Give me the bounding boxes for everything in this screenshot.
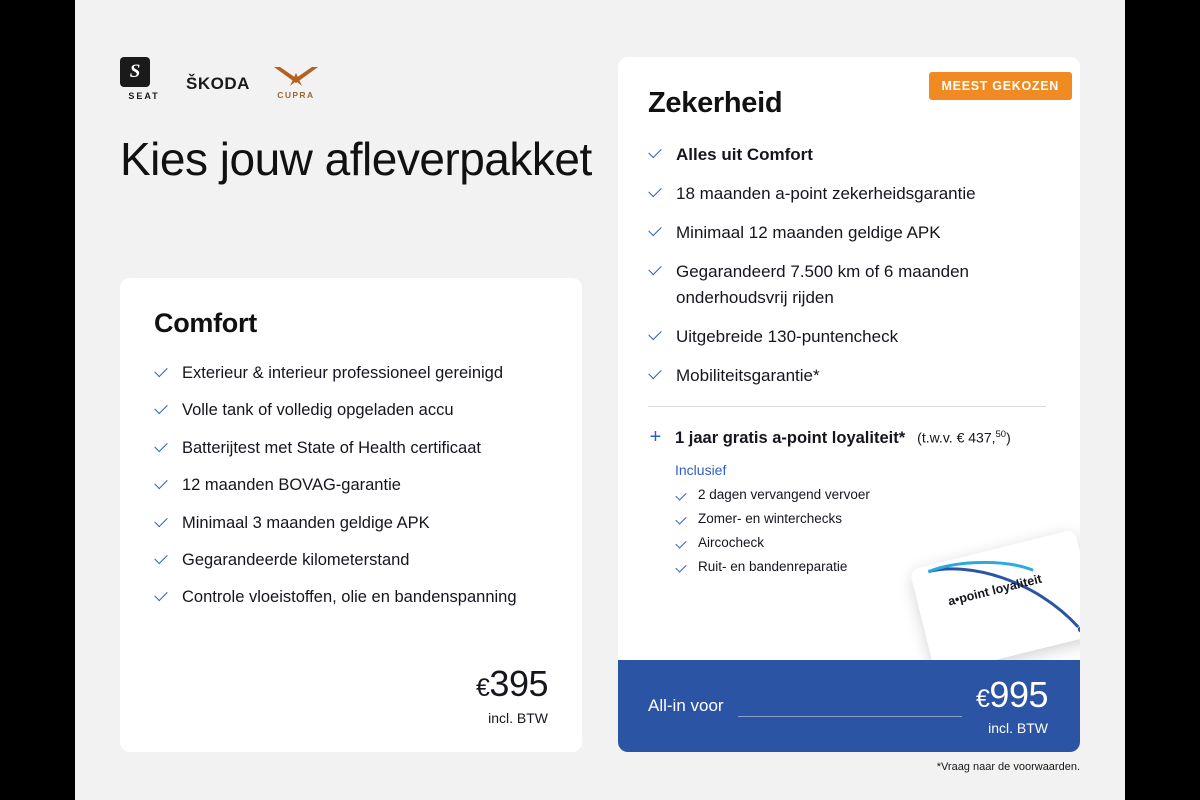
list-item bbox=[154, 398, 548, 422]
feature-text: Uitgebreide 130-puntencheck bbox=[676, 326, 899, 346]
feature-text: 2 dagen vervangend vervoer bbox=[698, 487, 870, 503]
feature-text: Volle tank of volledig opgeladen accu bbox=[182, 401, 454, 420]
feature-text: Gegarandeerde kilometerstand bbox=[182, 551, 410, 570]
list-item bbox=[648, 324, 1046, 349]
comfort-feature-list bbox=[154, 361, 548, 610]
check-icon bbox=[154, 402, 169, 417]
footnote: *Vraag naar de voorwaarden. bbox=[936, 761, 1080, 773]
feature-text: 18 maanden a-point zekerheidsgarantie bbox=[676, 184, 976, 204]
inclusief-label: Inclusief bbox=[675, 462, 727, 479]
divider bbox=[738, 716, 962, 717]
list-item bbox=[648, 363, 1046, 388]
list-item bbox=[648, 259, 1046, 309]
check-icon bbox=[154, 477, 169, 492]
list-item bbox=[648, 220, 1046, 245]
zekerheid-price bbox=[976, 674, 1048, 715]
feature-text: Aircocheck bbox=[698, 535, 765, 551]
loyalty-value-prefix: (t.w.v. € 437, bbox=[917, 430, 996, 447]
cupra-logo bbox=[268, 65, 324, 101]
list-item bbox=[154, 511, 548, 535]
zekerheid-card-title: Zekerheid bbox=[648, 87, 783, 119]
check-icon bbox=[675, 490, 687, 502]
list-item bbox=[648, 142, 1046, 167]
feature-text: Alles uit Comfort bbox=[676, 145, 813, 164]
list-item bbox=[648, 181, 1046, 206]
cupra-logo-label: CUPRA bbox=[277, 90, 315, 100]
check-icon bbox=[675, 514, 687, 526]
zekerheid-price-note: incl. BTW bbox=[988, 719, 1048, 736]
check-icon bbox=[648, 185, 663, 200]
feature-text: Minimaal 3 maanden geldige APK bbox=[182, 513, 430, 532]
check-icon bbox=[154, 552, 169, 567]
brand-logo-row bbox=[120, 57, 324, 101]
page-title: Kies jouw afleverpakket bbox=[120, 133, 592, 185]
check-icon bbox=[675, 538, 687, 550]
feature-text: Mobiliteitsgarantie* bbox=[676, 365, 820, 385]
check-icon bbox=[154, 515, 169, 530]
status-badge: MEEST GEKOZEN bbox=[929, 72, 1072, 100]
list-item bbox=[154, 585, 548, 609]
check-icon bbox=[648, 263, 663, 278]
check-icon bbox=[648, 328, 663, 343]
list-item bbox=[675, 511, 1046, 526]
allin-price-bar bbox=[618, 660, 1080, 752]
plus-icon: + bbox=[649, 426, 662, 449]
loyalty-value bbox=[917, 429, 1011, 446]
feature-text: Minimaal 12 maanden geldige APK bbox=[676, 223, 941, 243]
seat-mark-icon: S bbox=[120, 57, 150, 87]
comfort-card-title: Comfort bbox=[154, 308, 257, 338]
loyalty-header bbox=[648, 427, 1046, 448]
divider bbox=[648, 406, 1046, 407]
comfort-price-note: incl. BTW bbox=[488, 710, 548, 726]
currency-symbol: € bbox=[976, 684, 990, 713]
comfort-price bbox=[476, 663, 548, 704]
skoda-logo: ŠKODA bbox=[186, 74, 250, 93]
loyalty-title: 1 jaar gratis a-point loyaliteit* bbox=[675, 429, 906, 448]
check-icon bbox=[648, 224, 663, 239]
feature-text: 12 maanden BOVAG-garantie bbox=[182, 476, 401, 495]
zekerheid-card-body bbox=[618, 57, 1080, 574]
list-item bbox=[154, 548, 548, 572]
check-icon bbox=[675, 562, 687, 574]
loyalty-card-label: a•point loyaliteit bbox=[946, 571, 1044, 609]
seat-logo-label: SEAT bbox=[128, 91, 160, 101]
zekerheid-feature-list bbox=[648, 142, 1046, 388]
package-card-zekerheid[interactable] bbox=[618, 57, 1080, 752]
feature-text: Gegarandeerd 7.500 km of 6 maanden onderhoudsvrij rijden bbox=[676, 262, 969, 307]
zekerheid-price-block bbox=[976, 673, 1048, 736]
comfort-price-block bbox=[476, 663, 548, 726]
list-item bbox=[675, 487, 1046, 502]
price-amount: 395 bbox=[489, 663, 548, 704]
loyalty-value-cents: 50 bbox=[995, 429, 1007, 441]
check-icon bbox=[648, 367, 663, 382]
check-icon bbox=[648, 146, 663, 161]
allin-label: All-in voor bbox=[648, 696, 724, 715]
list-item bbox=[154, 473, 548, 497]
check-icon bbox=[154, 440, 169, 455]
feature-text: Batterijtest met State of Health certificaat bbox=[182, 438, 481, 457]
brochure-page bbox=[75, 0, 1125, 800]
feature-text: Zomer- en winterchecks bbox=[698, 511, 843, 527]
check-icon bbox=[154, 589, 169, 604]
feature-text: Controle vloeistoffen, olie en bandenspanning bbox=[182, 588, 517, 607]
loyalty-value-suffix: ) bbox=[1006, 430, 1011, 447]
feature-text: Ruit- en bandenreparatie bbox=[698, 559, 848, 575]
seat-logo bbox=[120, 57, 168, 101]
currency-symbol: € bbox=[476, 674, 490, 702]
list-item bbox=[154, 361, 548, 385]
price-amount: 995 bbox=[989, 673, 1048, 715]
list-item bbox=[675, 535, 1046, 550]
feature-text: Exterieur & interieur professioneel gereinigd bbox=[182, 364, 504, 382]
list-item bbox=[154, 436, 548, 460]
package-card-comfort[interactable] bbox=[120, 278, 582, 752]
check-icon bbox=[154, 365, 169, 380]
cupra-mark-icon bbox=[268, 65, 324, 87]
